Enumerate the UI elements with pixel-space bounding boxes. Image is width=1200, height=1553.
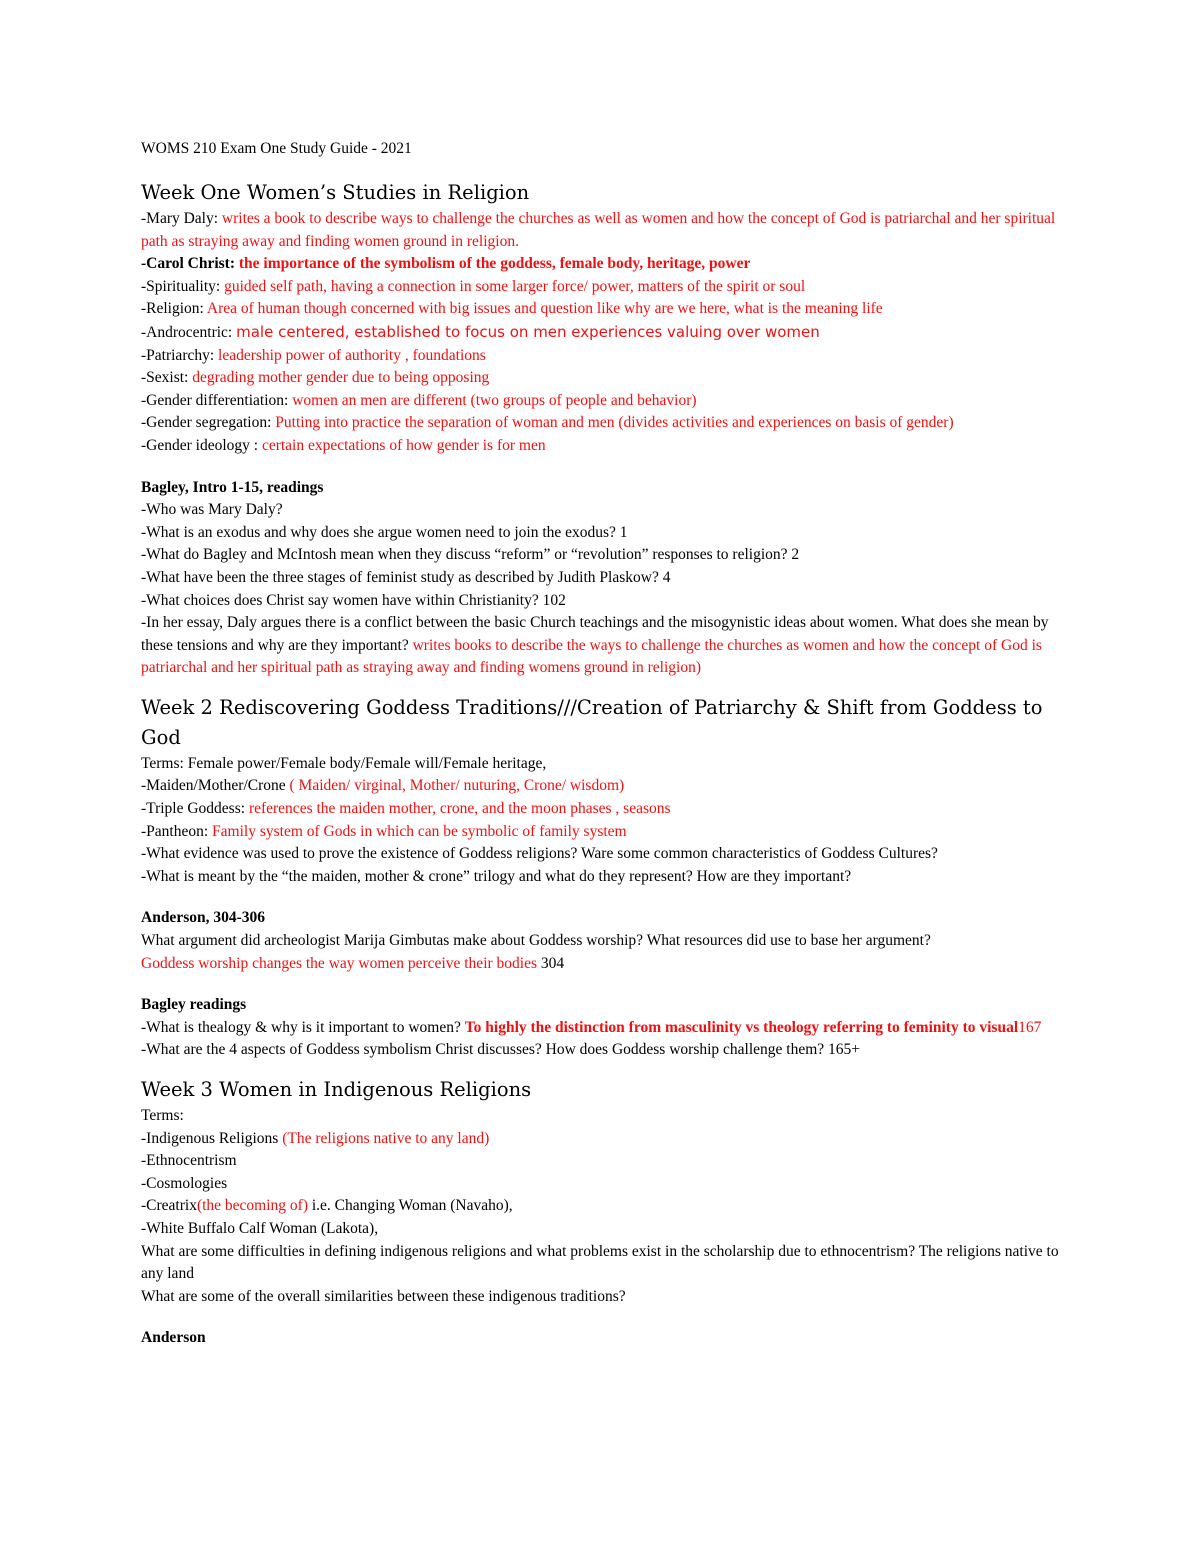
term-label: -Gender segregation:	[141, 414, 272, 432]
term-definition: women an men are different (two groups of people and behavior)	[292, 391, 697, 409]
week1-heading: Week One Women’s Studies in Religion	[141, 181, 530, 204]
term-label: -Spirituality:	[141, 277, 221, 295]
bagley-readings-heading: Bagley readings	[141, 996, 247, 1014]
gender-segregation-entry	[141, 412, 1061, 435]
question: -What are the 4 aspects of Goddess symbolism Christ discusses? How does Goddess worship challenge them? 165+	[141, 1041, 861, 1059]
anderson-heading: Anderson	[141, 1329, 206, 1347]
question: -What evidence was used to prove the existence of Goddess religions? Ware some common characteristics of Goddess Cultures?	[141, 845, 938, 863]
question: -What have been the three stages of feminist study as described by Judith Plaskow? 4	[141, 568, 671, 586]
triple-goddess-entry	[141, 798, 1061, 821]
carol-christ-entry	[141, 253, 1061, 276]
gender-ideology-entry	[141, 435, 1061, 458]
term-definition: ( Maiden/ virginal, Mother/ nuturing, Crone/ wisdom)	[289, 777, 625, 795]
bagley-intro-heading: Bagley, Intro 1-15, readings	[141, 478, 324, 496]
daly-essay-question	[141, 612, 1061, 680]
term-definition: leadership power of authority , foundations	[218, 346, 486, 364]
term-label: -Patriarchy:	[141, 346, 215, 364]
term-label: -Gender ideology :	[141, 436, 259, 454]
term-definition: (the becoming of)	[196, 1197, 308, 1215]
question: -What do Bagley and McIntosh mean when they discuss “reform” or “revolution” responses to religion? 2	[141, 546, 800, 564]
document-page	[141, 140, 1061, 1350]
question: -Who was Mary Daly?	[141, 501, 283, 519]
spacer	[141, 888, 1061, 907]
question: What are some of the overall similarities between these indigenous traditions?	[141, 1287, 626, 1305]
question: What argument did archeologist Marija Gimbutas make about Goddess worship? What resources did use to base her argument?	[141, 932, 931, 950]
religion-entry	[141, 298, 1061, 321]
spacer	[141, 680, 1061, 693]
term-label: -Indigenous Religions	[141, 1129, 279, 1147]
thealogy-question	[141, 1017, 1061, 1040]
indigenous-religions-entry	[141, 1128, 1061, 1151]
week2-heading: Week 2 Rediscovering Goddess Traditions///Creation of Patriarchy & Shift from Goddess to God	[141, 695, 1043, 749]
term-label: -Creatrix	[141, 1197, 197, 1215]
answer-text: writes books to describe the ways to challenge the churches as women and how the concept of God is patriarchal and her spiritual path as straying away and finding womens ground in religion)	[141, 636, 1042, 677]
term-label: -Maiden/Mother/Crone	[141, 777, 286, 795]
page-reference: 304	[537, 954, 565, 972]
maiden-mother-crone-entry	[141, 775, 1061, 798]
term-definition: (The religions native to any land)	[282, 1129, 490, 1147]
question: -What choices does Christ say women have within Christianity? 102	[141, 591, 566, 609]
term-definition: Area of human though concerned with big issues and question like why are we here, what is the meaning life	[206, 300, 883, 318]
term-label: -Androcentric:	[141, 323, 233, 341]
terms-line: Terms:	[141, 1107, 184, 1124]
document-title: WOMS 210 Exam One Study Guide - 2021	[141, 140, 412, 157]
term-label: -Sexist:	[141, 369, 189, 387]
question: -What is meant by the “the maiden, mother & crone” trilogy and what do they represent? How are they important?	[141, 867, 852, 885]
answer-text: To highly the distinction from masculinity vs theology referring to feminity to visual	[464, 1018, 1019, 1036]
term-definition: degrading mother gender due to being opposing	[192, 369, 490, 387]
question-text: -What is thealogy & why is it important to women?	[141, 1018, 461, 1036]
question: What are some difficulties in defining indigenous religions and what problems exist in the scholarship due to ethnocentrism? The religions native to any land	[141, 1242, 1059, 1283]
ethnocentrism-entry: -Ethnocentrism	[141, 1152, 237, 1170]
anderson-304-heading: Anderson, 304-306	[141, 909, 266, 927]
week3-heading: Week 3 Women in Indigenous Religions	[141, 1078, 532, 1101]
page-reference: 167	[1018, 1018, 1042, 1036]
answer-text: Goddess worship changes the way women perceive their bodies	[141, 954, 537, 972]
pantheon-entry	[141, 821, 1061, 844]
term-definition: the importance of the symbolism of the goddess, female body, heritage, power	[238, 255, 751, 273]
cosmologies-entry: -Cosmologies	[141, 1174, 228, 1192]
term-definition: certain expectations of how gender is for men	[261, 436, 546, 454]
term-label: -Carol Christ:	[141, 255, 235, 273]
gimbutas-answer	[141, 953, 1061, 976]
spacer	[141, 1308, 1061, 1327]
term-label: -Religion:	[141, 300, 204, 318]
spacer	[141, 458, 1061, 477]
terms-line: Terms: Female power/Female body/Female will/Female heritage,	[141, 754, 547, 772]
white-buffalo-entry: -White Buffalo Calf Woman (Lakota),	[141, 1219, 379, 1237]
term-label: -Triple Goddess:	[141, 800, 246, 818]
androcentric-entry	[141, 321, 1061, 345]
term-example: i.e. Changing Woman (Navaho),	[308, 1197, 513, 1215]
term-label: -Gender differentiation:	[141, 391, 289, 409]
sexist-entry	[141, 367, 1061, 390]
mary-daly-entry	[141, 208, 1061, 253]
spacer	[141, 1062, 1061, 1075]
term-label: -Mary Daly:	[141, 210, 219, 227]
term-label: -Pantheon:	[141, 822, 209, 840]
term-definition: male centered, established to focus on men experiences valuing over women	[236, 322, 820, 341]
spacer	[141, 975, 1061, 994]
term-definition: Putting into practice the separation of woman and men (divides activities and experiences on basis of gender)	[275, 414, 954, 432]
term-definition: references the maiden mother, crone, and the moon phases , seasons	[248, 800, 671, 818]
term-definition: Family system of Gods in which can be symbolic of family system	[212, 822, 627, 840]
question: -What is an exodus and why does she argue women need to join the exodus? 1	[141, 523, 628, 541]
term-definition: writes a book to describe ways to challenge the churches as well as women and how the concept of God is patriarchal and her spiritual path as straying away and finding women ground in religion.	[141, 210, 1056, 250]
patriarchy-entry	[141, 345, 1061, 368]
question-text: -In her essay, Daly argues there is a conflict between the basic Church teachings and the misogynistic ideas about women. What does she mean by these tensions and why are they important?	[141, 614, 1049, 654]
term-definition: guided self path, having a connection in some larger force/ power, matters of the spirit or soul	[224, 277, 806, 295]
creatrix-entry	[141, 1195, 1061, 1218]
spirituality-entry	[141, 276, 1061, 299]
gender-differentiation-entry	[141, 390, 1061, 413]
